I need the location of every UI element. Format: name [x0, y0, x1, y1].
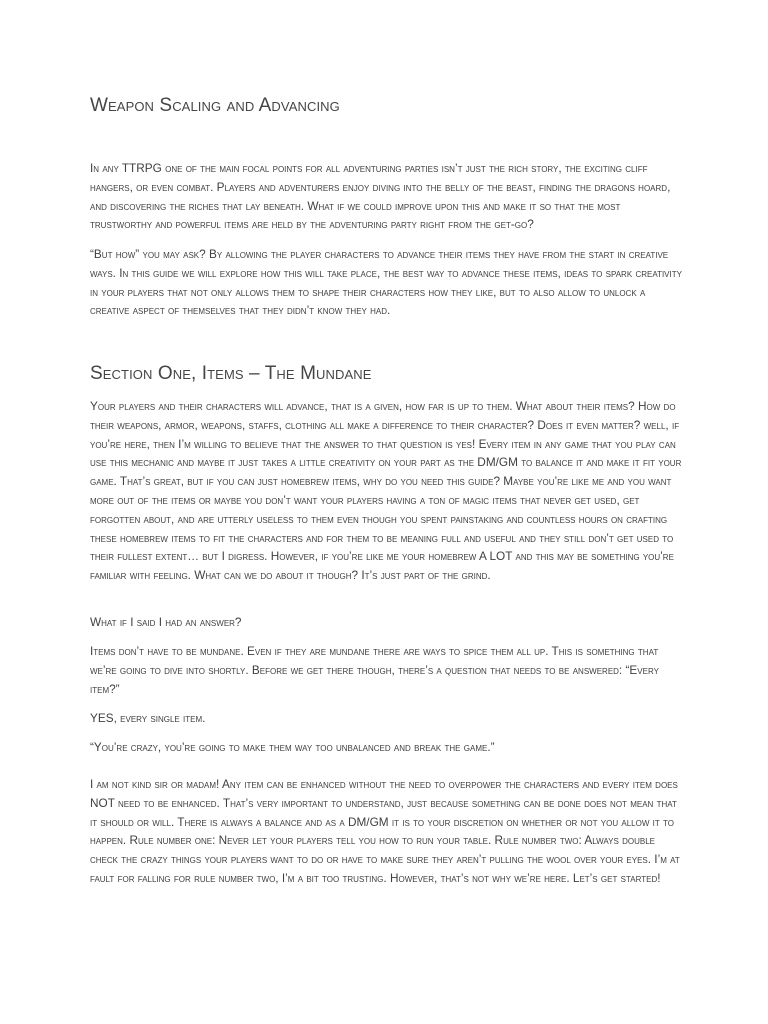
- intro-paragraph: In any TTRPG one of the main focal points for all adventuring parties isn’t just the rich story, the exciting cliff hangers, or even combat. Players and adventurers enjoy diving into the belly of the beast, finding the dragons hoard, and discovering the riches that lay beneath. What if we could improve upon this and make it so that the most trustworthy and powerful items are held by the adventuring party right from the get-go?: [90, 161, 671, 232]
- intro-paragraph: “But how” you may ask? By allowing the player characters to advance their items they have from the start in creative ways. In this guide we will explore how this will take place, the best way to advance these items, ideas to spark creativity in your players that not only allows them to shape their characters how they like, but to also allow to unlock a creative aspect of themselves that they didn’t know they had.: [90, 247, 682, 318]
- section-paragraph: I am not kind sir or madam! Any item can be enhanced without the need to overpower the characters and every item does NOT need to be enhanced. That’s very important to understand, just because something can be done does not mean that it should or will. There is always a balance and as a DM/GM it is to your discretion on whether or not you allow it to happen. Rule number one: Never let your players tell you how to run your table. Rule number two: Always double check the crazy things your players want to do or have to make sure they aren’t pulling the wool over your eyes. I’m at fault for falling for rule number two, I’m a bit too trusting. However, that’s not why we’re here. Let’s get started!: [90, 777, 680, 885]
- section-paragraph: “You’re crazy, you’re going to make them way too unbalanced and break the game.”: [90, 740, 495, 754]
- section-paragraph: Your players and their characters will advance, that is a given, how far is up to them. What about their items? How do their weapons, armor, weapons, staffs, clothing all make a difference to their character? Does it even matter? well, if you’re here, then I’m willing to believe that the answer to that question is yes! Every item in any game that you play can use this mechanic and maybe it just takes a little creativity on your part as the DM/GM to balance it and make it fit your game. That’s great, but if you can just homebrew items, why do you need this guide? Maybe you’re like me and you want more out of the items or maybe you don’t want your players having a ton of magic items that never get used, get forgotten about, and are utterly useless to them even though you spent painstaking and countless hours on crafting these homebrew items to fit the characters and for them to be meaning full and useful and they still don’t get used to their fullest extent… but I digress. However, if you’re like me your homebrew A LOT and this may be something you’re familiar with feeling. What can we do about it though? It’s just part of the grind.: [90, 399, 682, 583]
- section-heading: Section One, Items – The Mundane: [90, 363, 372, 384]
- section-paragraph: What if I said I had an answer?: [90, 615, 242, 629]
- section-paragraph: Items don’t have to be mundane. Even if they are mundane there are ways to spice them all up. This is something that we’re going to dive into shortly. Before we get there though, there’s a question that needs to be answered: “Every item?”: [90, 644, 659, 696]
- section-paragraph: YES, every single item.: [90, 711, 206, 725]
- document-title: Weapon Scaling and Advancing: [90, 95, 340, 116]
